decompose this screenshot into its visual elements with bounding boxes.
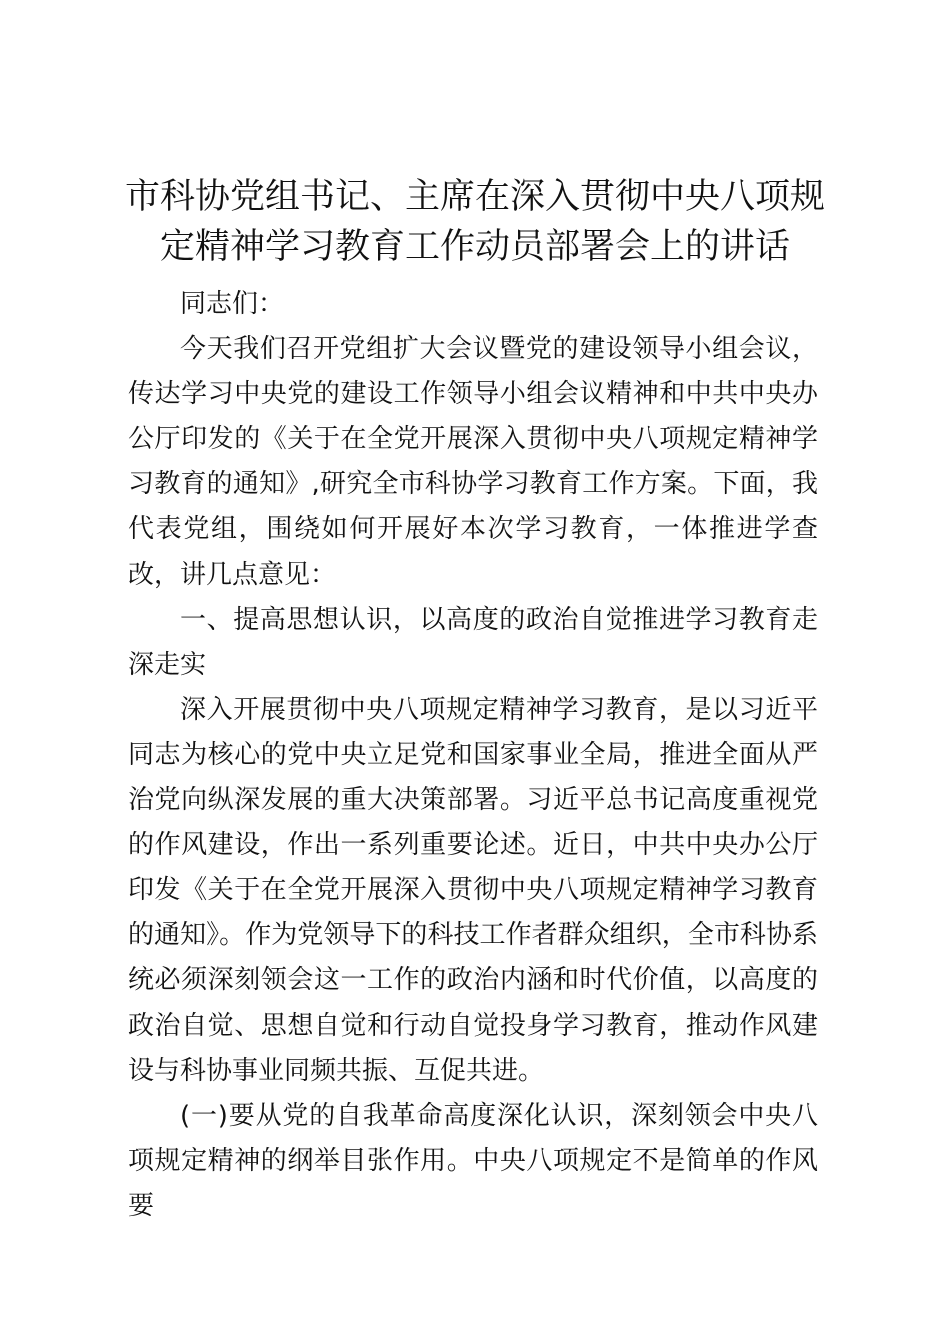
- paragraph-subsection: (一)要从党的自我革命高度深化认识，深刻领会中央八项规定精神的纲举目张作用。中央八项规定不是简单的作风要: [128, 1100, 818, 1221]
- paragraph-body: 深入开展贯彻中央八项规定精神学习教育，是以习近平同志为核心的党中央立足党和国家事业全局，推进全面从严治党向纵深发展的重大决策部署。习近平总书记高度重视党的作风建设，作出一系列重要论述。近日，中共中央办公厅印发《关于在全党开展深入贯彻中央八项规定精神学习教育的通知》。作为党领导下的科技工作者群众组织，全市科协系统必须深刻领会这一工作的政治内涵和时代价值，以高度的政治自觉、思想自觉和行动自觉投身学习教育，推动作风建设与科协事业同频共振、互促共进。: [128, 694, 818, 1086]
- document-title: 市科协党组书记、主席在深入贯彻中央八项规定精神学习教育工作动员部署会上的讲话: [124, 177, 825, 267]
- salutation: 同志们：: [180, 289, 285, 319]
- section-heading: 一、提高思想认识，以高度的政治自觉推进学习教育走深走实: [128, 604, 818, 680]
- document-body: [128, 282, 818, 1229]
- paragraph-intro: 今天我们召开党组扩大会议暨党的建设领导小组会议，传达学习中央党的建设工作领导小组会议精神和中共中央办公厅印发的《关于在全党开展深入贯彻中央八项规定精神学习教育的通知》,研究全市科协学习教育工作方案。下面，我代表党组，围绕如何开展好本次学习教育，一体推进学查改，讲几点意见：: [128, 334, 818, 590]
